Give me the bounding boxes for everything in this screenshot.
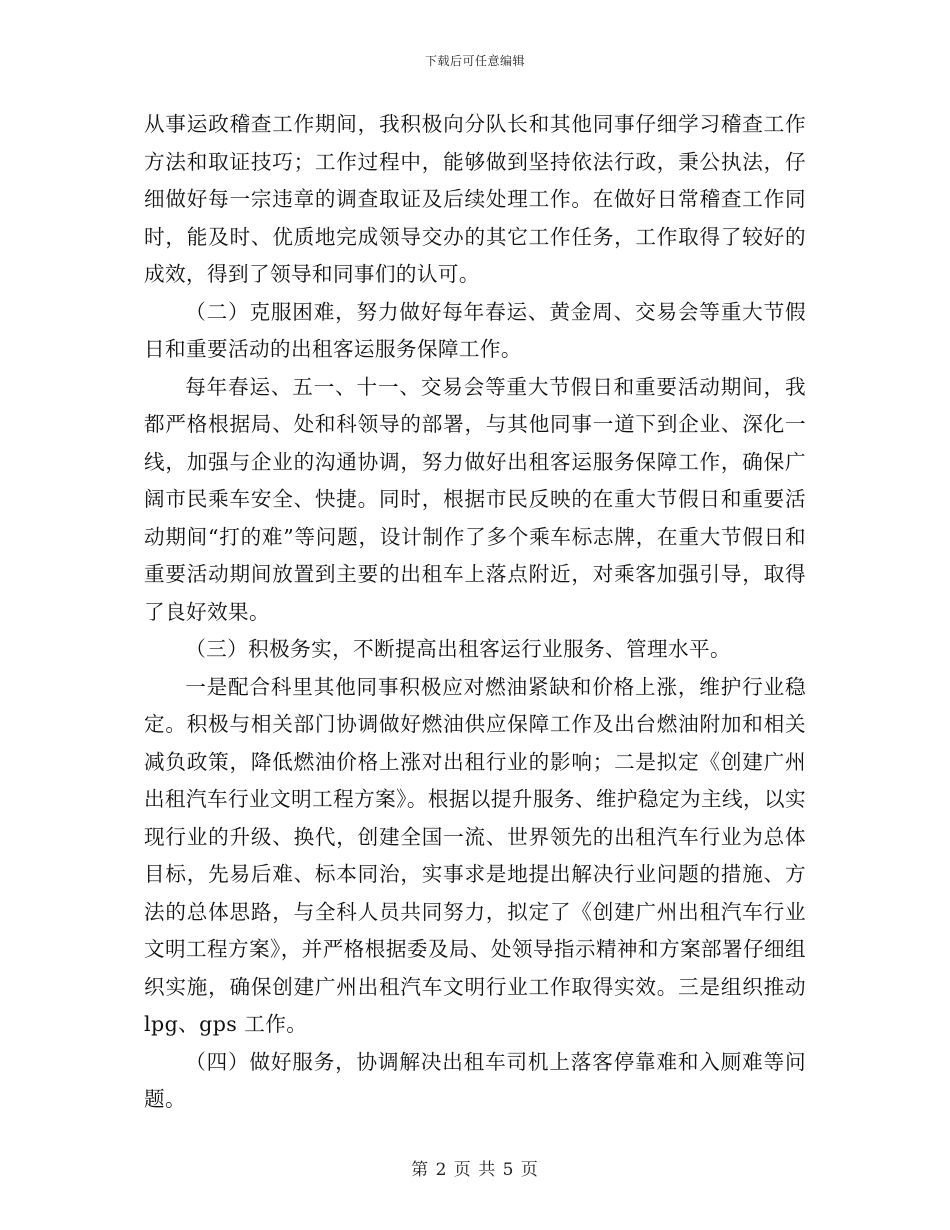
header-note: 下载后可任意编辑 [424, 54, 525, 68]
document-body [144, 106, 806, 1119]
page-number: 第 2 页 共 5 页 [411, 1160, 539, 1180]
section-heading-4: （四）做好服务，协调解决出租车司机上落客停靠难和入厕难等问题。 [144, 1049, 806, 1111]
paragraph-continuation: 从事运政稽查工作期间，我积极向分队长和其他同事仔细学习稽查工作方法和取证技巧；工作过程中，能够做到坚持依法行政，秉公执法，仔细做好每一宗违章的调查取证及后续处理工作。在做好日常稽查工作同时，能及时、优质地完成领导交办的其它工作任务，工作取得了较好的成效，得到了领导和同事们的认可。 [144, 112, 806, 286]
paragraph-industry-management: 一是配合科里其他同事积极应对燃油紧缺和价格上涨，维护行业稳定。积极与相关部门协调做好燃油供应保障工作及出台燃油附加和相关减负政策，降低燃油价格上涨对出租行业的影响；二是拟定《创建广州出租汽车行业文明工程方案》。根据以提升服务、维护稳定为主线，以实现行业的升级、换代，创建全国一流、世界领先的出租汽车行业为总体目标，先易后难、标本同治，实事求是地提出解决行业问题的措施、方法的总体思路，与全科人员共同努力，拟定了《创建广州出租汽车行业文明工程方案》，并严格根据委及局、处领导指示精神和方案部署仔细组织实施，确保创建广州出租汽车文明行业工作取得实效。三是组织推动 lpg、gps 工作。 [144, 674, 806, 1036]
paragraph-holiday-service: 每年春运、五一、十一、交易会等重大节假日和重要活动期间，我都严格根据局、处和科领导的部署，与其他同事一道下到企业、深化一线，加强与企业的沟通协调，努力做好出租客运服务保障工作，确保广阔市民乘车安全、快捷。同时，根据市民反映的在重大节假日和重要活动期间“打的难”等问题，设计制作了多个乘车标志牌，在重大节假日和重要活动期间放置到主要的出租车上落点附近，对乘客加强引导，取得了良好效果。 [144, 374, 806, 624]
section-heading-2: （二）克服困难，努力做好每年春运、黄金周、交易会等重大节假日和重要活动的出租客运服务保障工作。 [144, 299, 806, 361]
section-heading-3: （三）积极务实，不断提高出租客运行业服务、管理水平。 [185, 637, 732, 661]
